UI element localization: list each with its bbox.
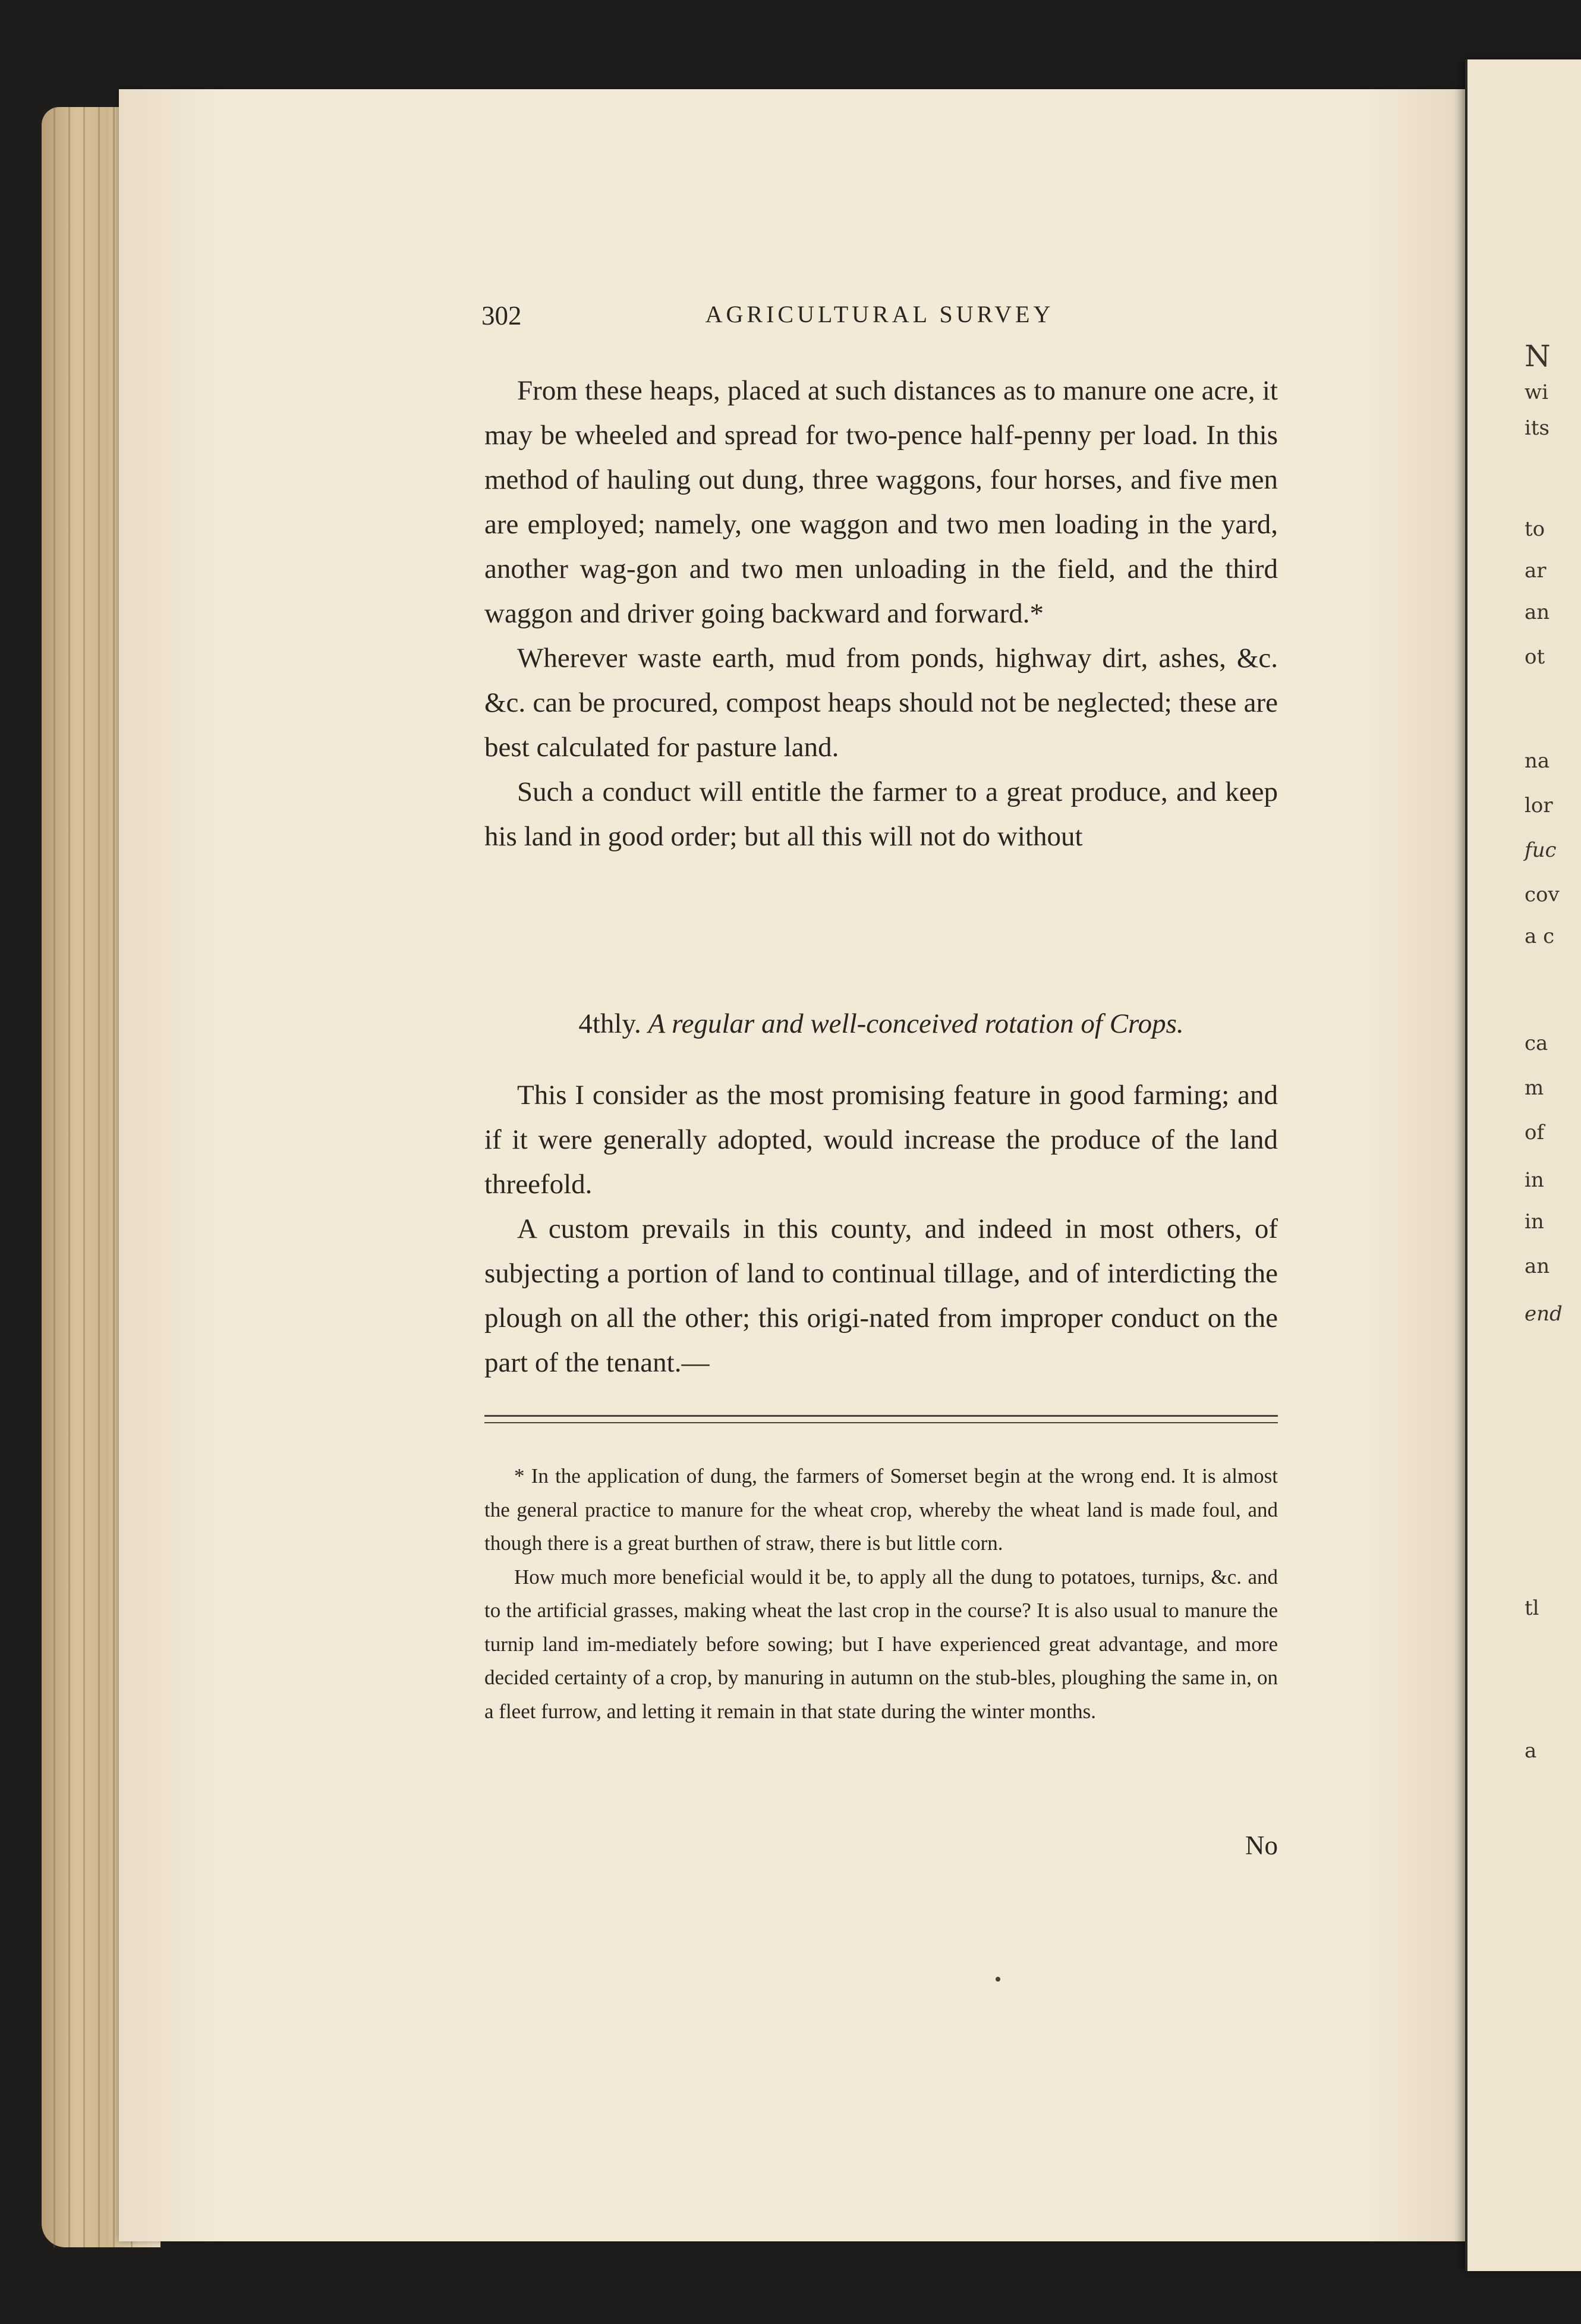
facing-fragment: tl	[1525, 1596, 1539, 1620]
facing-fragment: end	[1525, 1302, 1563, 1326]
footnote: How much more beneficial would it be, to apply all the dung to potatoes, turnips, &c. and to the artificial grasses, making wheat the last crop in the course? It is also usual to manure the turnip land im-mediately before sowing; but I have experienced great advantage, and more decided certainty of a crop, by manuring in autumn on the stub-bles, ploughing the same in, on a fleet furrow, and letting it remain in that state during the winter months.	[484, 1565, 1278, 1723]
facing-fragment: cov	[1525, 883, 1560, 907]
facing-fragment: its	[1525, 416, 1549, 440]
footnotes	[484, 1460, 1278, 1728]
running-title: AGRICULTURAL SURVEY	[705, 301, 1054, 328]
facing-fragment: to	[1525, 517, 1545, 541]
facing-fragment: a c	[1525, 924, 1555, 948]
catchword: No	[1245, 1831, 1278, 1860]
facing-fragment: in	[1525, 1168, 1544, 1192]
facing-fragment: ot	[1525, 645, 1545, 669]
paragraph: Wherever waste earth, mud from ponds, highway dirt, ashes, &c. &c. can be procured, compost heaps should not be neglected; these are best calculated for pasture land.	[484, 643, 1278, 763]
facing-page	[1465, 59, 1581, 2271]
paper-speck	[996, 1977, 1000, 1982]
section-title: A regular and well-conceived rotation of Crops.	[648, 1008, 1184, 1039]
facing-fragment: an	[1525, 1254, 1550, 1278]
facing-fragment: in	[1525, 1210, 1544, 1234]
facing-fragment: na	[1525, 749, 1550, 773]
paragraph: This I consider as the most promising feature in good farming; and if it were generally adopted, would increase the produce of the land threefold.	[484, 1080, 1278, 1200]
facing-fragment: wi	[1525, 380, 1548, 404]
facing-fragment: an	[1525, 600, 1550, 624]
footnote-rule	[484, 1415, 1278, 1417]
facing-fragment: a	[1525, 1739, 1537, 1763]
footnote-rule-double	[484, 1422, 1278, 1423]
paragraph: A custom prevails in this county, and indeed in most others, of subjecting a portion of land to continual tillage, and of interdicting the plough on all the other; this origi-nated from improper conduct on the part of the tenant.—	[484, 1213, 1278, 1378]
facing-fragment: ca	[1525, 1032, 1548, 1055]
facing-fragment: lor	[1525, 794, 1553, 817]
section-heading	[484, 1006, 1278, 1042]
body-text-section	[484, 1073, 1278, 1385]
page-header	[481, 300, 1278, 342]
section-number: 4thly.	[578, 1008, 641, 1039]
facing-fragment: fuc	[1525, 838, 1557, 862]
page-number: 302	[481, 301, 522, 331]
paragraph: From these heaps, placed at such distances as to manure one acre, it may be wheeled and spread for two-pence half-penny per load. In this method of hauling out dung, three waggons, four horses, and five men are employed; namely, one waggon and two men loading in the yard, another wag-gon and two men unloading in the field, and the third waggon and driver going backward and forward.*	[484, 375, 1278, 629]
facing-fragment: m	[1525, 1076, 1544, 1100]
body-text	[484, 369, 1278, 859]
facing-fragment: ar	[1525, 559, 1547, 583]
facing-fragment: of	[1525, 1121, 1545, 1144]
facing-fragment: N	[1525, 339, 1551, 373]
paragraph: Such a conduct will entitle the farmer to a great produce, and keep his land in good order; but all this will not do without	[484, 776, 1278, 852]
footnote: * In the application of dung, the farmers of Somerset begin at the wrong end. It is almost the general practice to manure for the wheat crop, whereby the wheat land is made foul, and though there is a great burthen of straw, there is but little corn.	[484, 1464, 1278, 1555]
